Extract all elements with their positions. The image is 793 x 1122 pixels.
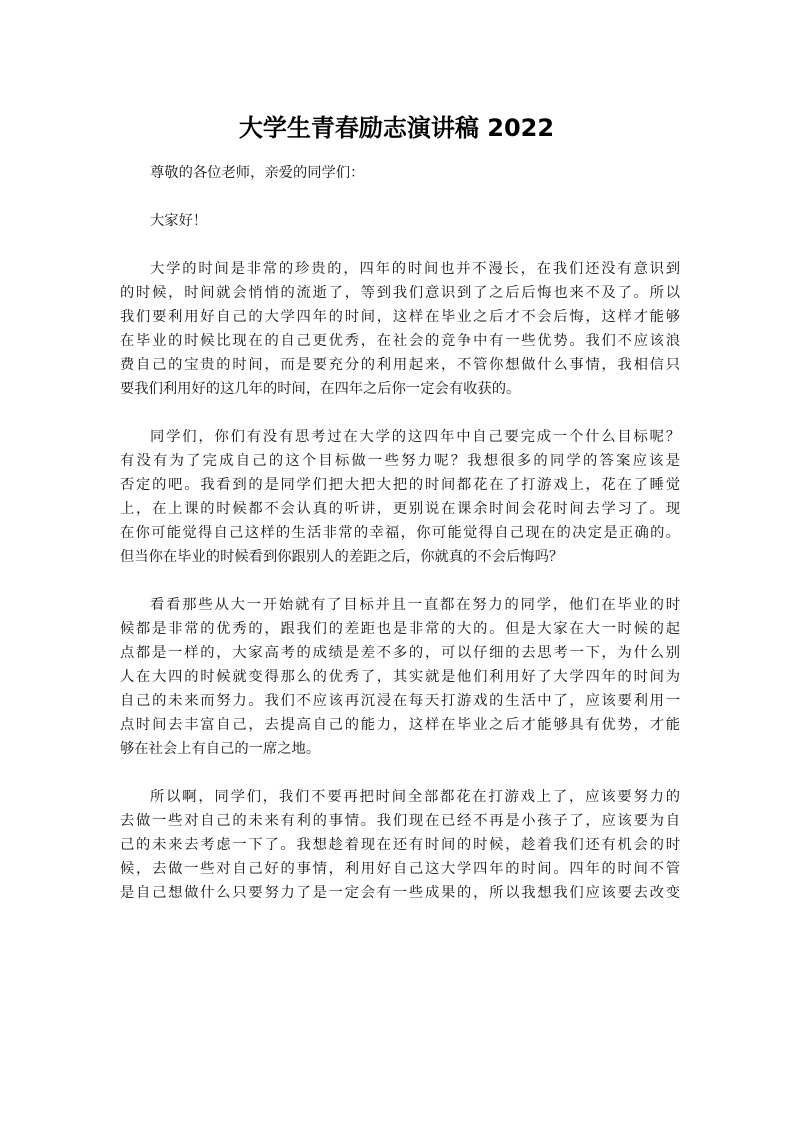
text-line: 候，去做一些对自己好的事情，利用好自己这大学四年的时间。四年的时间不管 [120, 861, 680, 877]
text-line: 自己的未来而努力。我们不应该再沉浸在每天打游戏的生活中了，应该要利用一 [120, 693, 680, 709]
greeting: 大家好！ [150, 213, 208, 229]
text-line: 够在社会上有自己的一席之地。 [120, 741, 321, 757]
document-title: 大学生青春励志演讲稿 2022 [238, 114, 555, 142]
text-line: 所以啊，同学们，我们不要再把时间全部都花在打游戏上了，应该要努力的 [150, 789, 680, 805]
text-line: 大学的时间是非常的珍贵的，四年的时间也并不漫长，在我们还没有意识到 [150, 261, 680, 277]
text-line: 己的未来去考虑一下了。我想趁着现在还有时间的时候，趁着我们还有机会的时 [120, 837, 680, 853]
text-line: 我们要利用好自己的大学四年的时间，这样在毕业之后才不会后悔，这样才能够 [120, 309, 680, 325]
text-line: 的时候，时间就会悄悄的流逝了，等到我们意识到了之后后悔也来不及了。所以 [120, 285, 680, 301]
document-body [120, 161, 680, 905]
text-line: 但当你在毕业的时候看到你跟别人的差距之后，你就真的不会后悔吗？ [120, 549, 564, 565]
text-line: 点都是一样的，大家高考的成绩是差不多的，可以仔细的去思考一下，为什么别 [120, 645, 680, 661]
text-line: 人在大四的时候就变得那么的优秀了，其实就是他们利用好了大学四年的时间为 [120, 669, 680, 685]
paragraph-gap [120, 569, 680, 593]
text-line: 在你可能觉得自己这样的生活非常的幸福，你可能觉得自己现在的决定是正确的。 [120, 525, 680, 541]
text-line: 否定的吧。我看到的是同学们把大把大把的时间都花在了打游戏上，花在了睡觉 [120, 477, 680, 493]
text-line: 在毕业的时候比现在的自己更优秀，在社会的竞争中有一些优势。我们不应该浪 [120, 333, 680, 349]
text-line: 要我们利用好的这几年的时间，在四年之后你一定会有收获的。 [120, 381, 521, 397]
text-line: 是自己想做什么只要努力了是一定会有一些成果的，所以我想我们应该要去改变 [120, 885, 680, 901]
paragraph [120, 593, 680, 761]
text-line: 去做一些对自己的未来有利的事情。我们现在已经不再是小孩子了，应该要为自 [120, 813, 680, 829]
text-line: 有没有为了完成自己的这个目标做一些努力呢？我想很多的同学的答案应该是 [120, 453, 680, 469]
paragraph-gap [120, 233, 680, 257]
text-line: 点时间去丰富自己，去提高自己的能力，这样在毕业之后才能够具有优势，才能 [120, 717, 680, 733]
paragraph-gap [120, 401, 680, 425]
paragraph [120, 785, 680, 905]
text-line: 上，在上课的时候都不会认真的听讲，更别说在课余时间会花时间去学习了。现 [120, 501, 680, 517]
paragraph-gap [120, 761, 680, 785]
text-line: 候都是非常的优秀的，跟我们的差距也是非常的大的。但是大家在大一时候的起 [120, 621, 680, 637]
salutation: 尊敬的各位老师，亲爱的同学们： [150, 165, 365, 181]
text-line: 费自己的宝贵的时间，而是要充分的利用起来，不管你想做什么事情，我相信只 [120, 357, 680, 373]
text-line: 看看那些从大一开始就有了目标并且一直都在努力的同学，他们在毕业的时 [150, 597, 680, 613]
paragraph [120, 257, 680, 401]
paragraph-gap [120, 185, 680, 209]
paragraph [120, 425, 680, 569]
text-line: 同学们，你们有没有思考过在大学的这四年中自己要完成一个什么目标呢？ [150, 429, 680, 445]
